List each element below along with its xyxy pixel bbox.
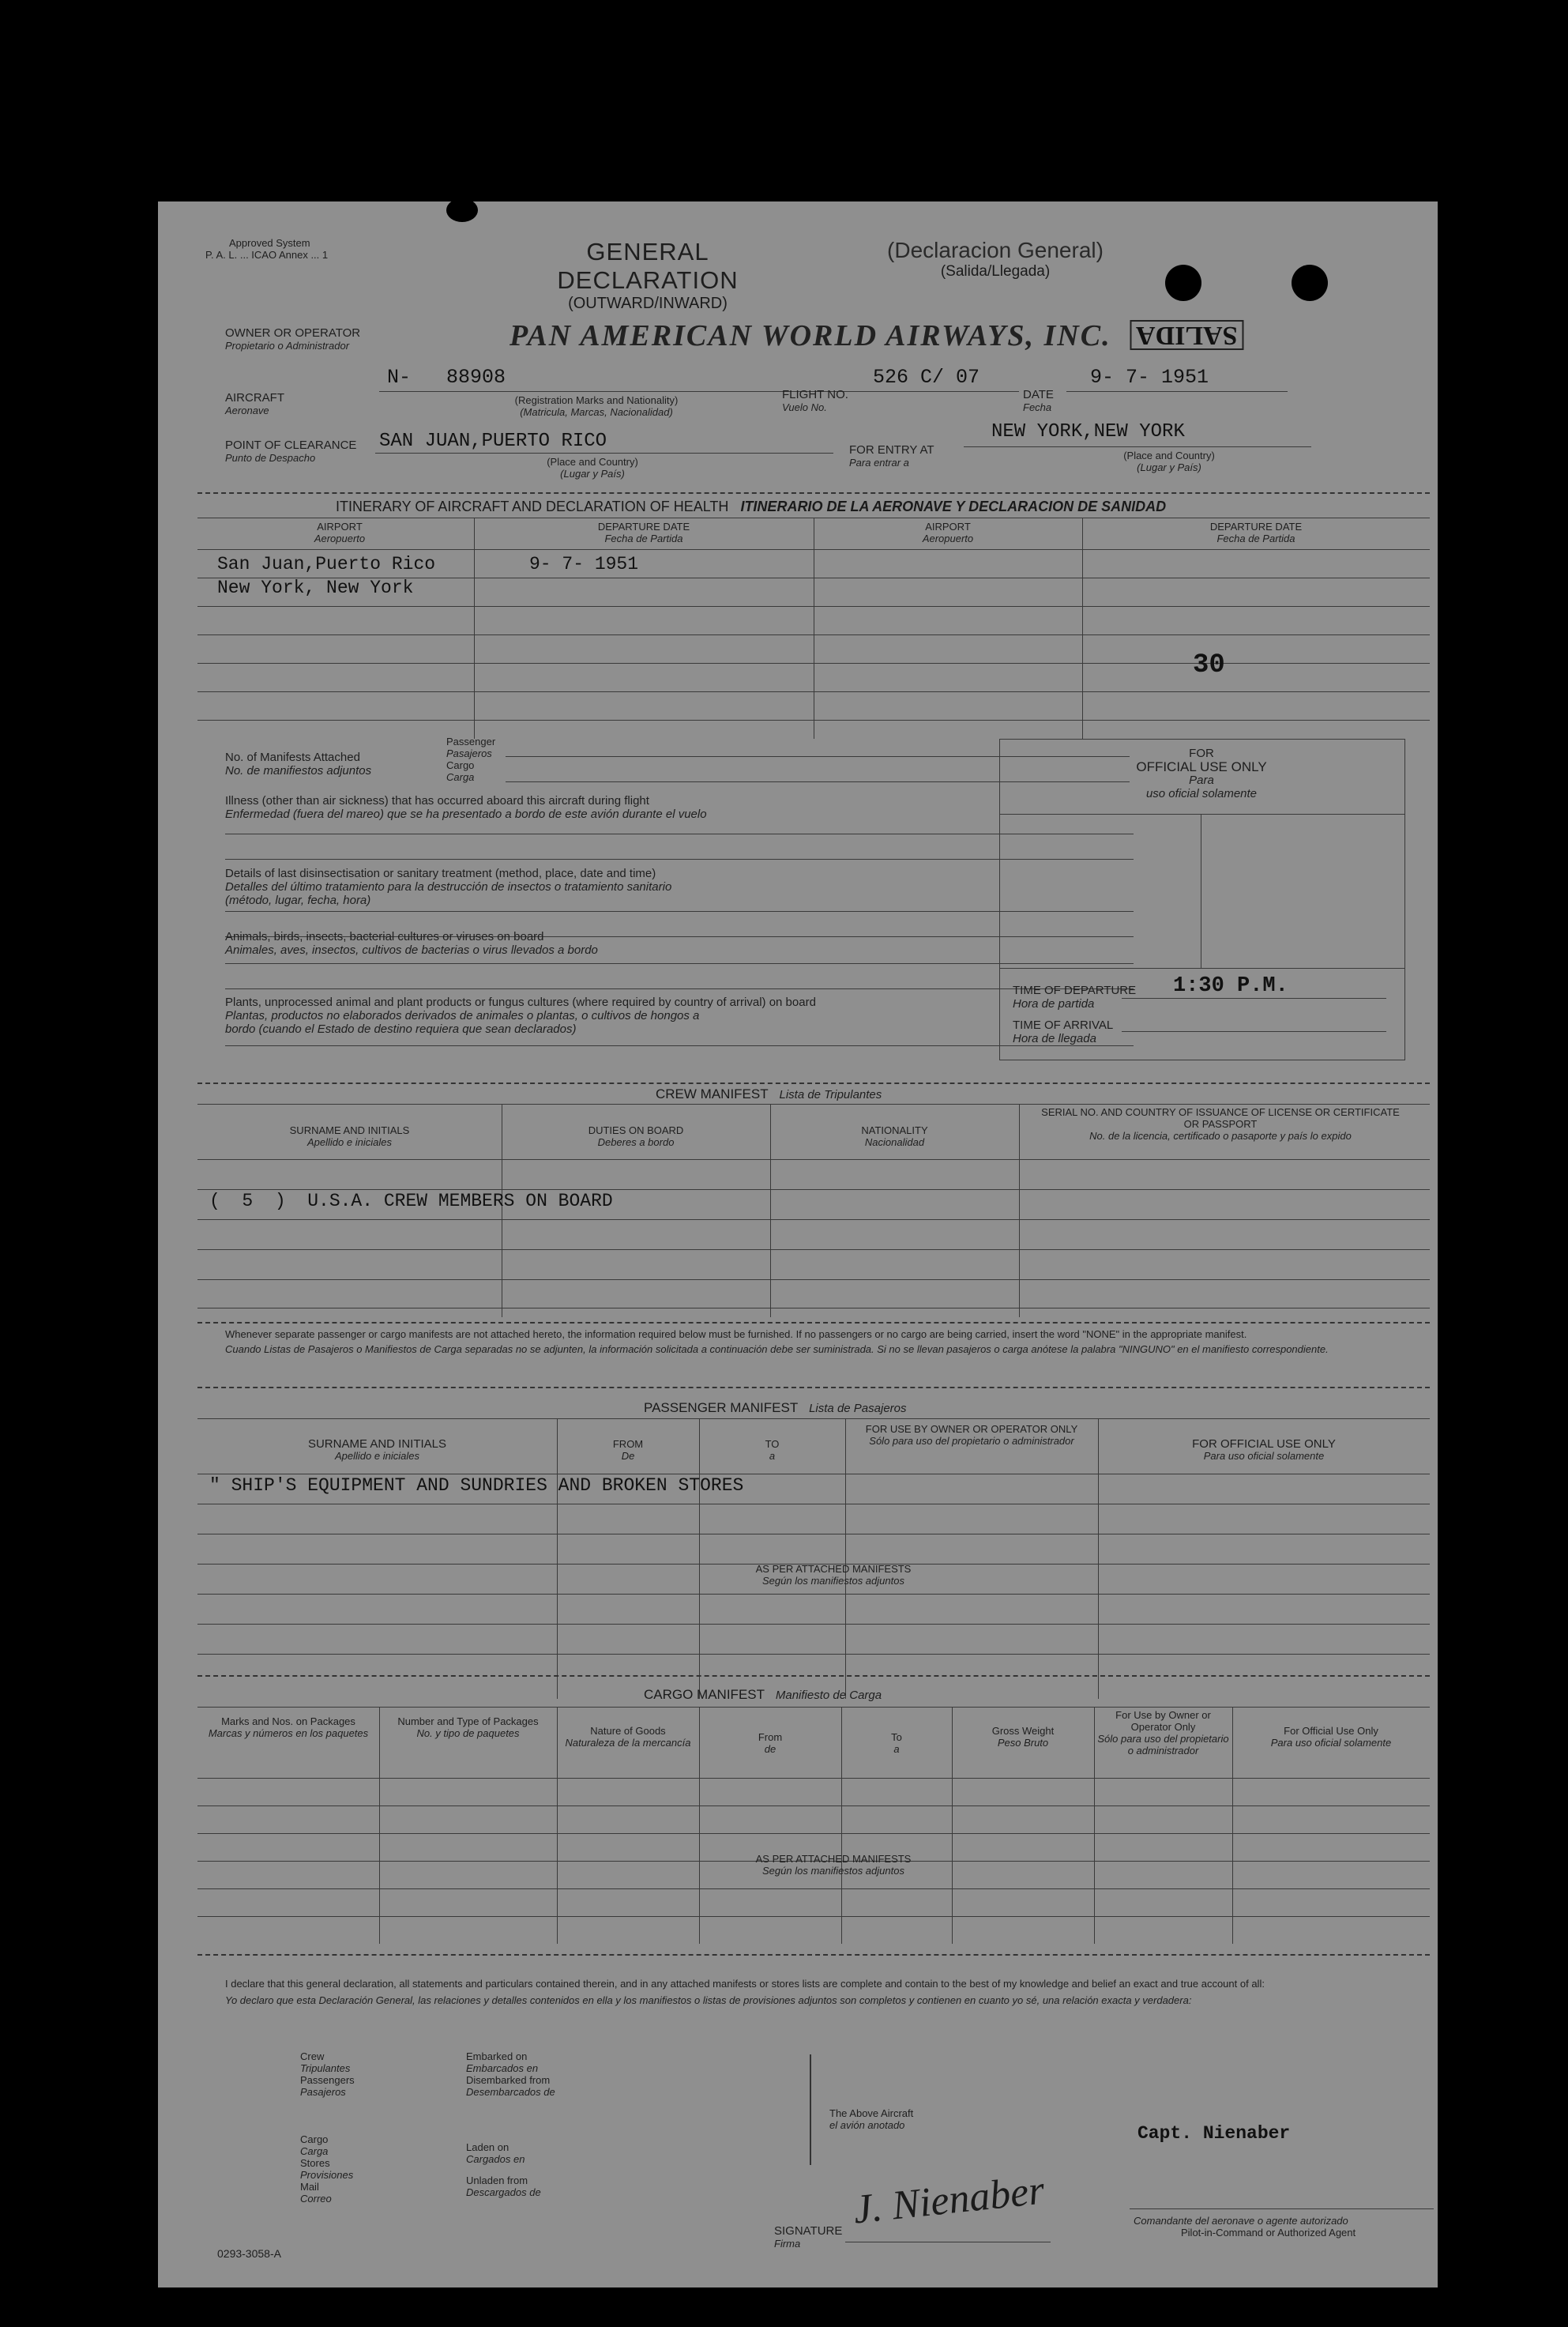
clearance-value: SAN JUAN,PUERTO RICO <box>379 431 607 452</box>
plants-label: Plants, unprocessed animal and plant products or fungus cultures (where required by country of arrival) on board Plantas, productos no elaborados derivados de animales o plantas, o cultivos de hongos a bordo (cuando el Estado de destino requiera que sean declarados) <box>225 996 816 1036</box>
crew-title: CREW MANIFEST Lista de Tripulantes <box>656 1086 882 1101</box>
form-direction: (OUTWARD/INWARD) <box>568 295 728 312</box>
entry-value: NEW YORK,NEW YORK <box>991 421 1185 442</box>
entry-label: FOR ENTRY AT Para entrar a <box>849 443 934 469</box>
approval-note: Approved System P. A. L. ... ICAO Annex ... 1 <box>205 237 329 261</box>
declaration-text: I declare that this general declaration, all statements and particulars contained therein, and in any attached manifests or stores lists are complete and contain to the best of my knowledge and belief an exact and true account of all: Yo declaro que esta Declaración General, las relaciones y detalles contenidos en ella y los manifiestos o listas de provisiones adjuntos son completos y contienen en cuanto yo sé, una relación exacta y verdadera: <box>225 1978 1265 2006</box>
crew-entry: ( 5 ) U.S.A. CREW MEMBERS ON BOARD <box>209 1191 613 1211</box>
punch-hole-1 <box>1165 265 1201 301</box>
general-declaration-form: Approved System P. A. L. ... ICAO Annex ... 1 GENERAL DECLARATION (OUTWARD/INWARD) (Declaracion General) (Salida/Llegada) SALIDA OWNER OR OPERATOR Propietario o Administrador PAN AMERICAN WORLD AIRWAYS, INC. AIRCRAFT Aeronave N- 88908 (Registration Marks and Nationality) (Matricula, Marcas, Nacionalidad) FLIGHT NO. Vuelo No. 526 C/ 07 DATE Fecha 9- 7- 1951 POINT OF CLEARANCE Punto de Despacho SAN JUAN,PUERTO RICO (Place and Country) (Lugar y País) FOR ENTRY AT Para entrar a NEW YORK,NEW YORK (Place and Country) (Lugar y País) ITINERARY OF AIRCRAFT AND DECLARATION OF HEALTH ITINERARIO DE LA AERONAVE Y DECLARACION DE SANIDAD AIRPORT Aeropuerto DEPARTURE DATE Fecha de Partida AIRPORT Aeropuerto DEPARTURE DATE Fecha de Partida San Juan,Puerto Rico 9- 7- 1951 New York, New York 30 No. of Manifests Attached No. de manifiestos adjuntos Passenger Pasajeros Cargo Carga Illness (other than air sickness) that has occurred aboard this aircraft during flight Enfermedad (fuera del mareo) que se ha presentado a bordo de este avión durante el vuelo Details of last disinsectisation or sanitary treatment (method, place, date and time) Detalles del último tratamiento para la destrucción de insectos o tratamiento sanitario (método, lugar, fecha, hora) Animals, birds, insects, bacterial cultures or viruses on board Animales, aves, insectos, cultivos de bacterias o virus llevados a bordo Plants, unprocessed animal and plant products or fungus cultures (where required by country of arrival) on board Plantas, productos no elaborados derivados de animales o plantas, o cultivos de hongos a bordo (cuando el Estado de destino requiera que sean declarados) FOR OFFICIAL USE ONLY Para uso oficial solamente TIME OF DEPARTURE Hora de partida 1:30 P.M. TIME OF ARRIVAL Hora de llegada CREW MANIFEST Lista de Tripulantes SURNAME AND INITIALS Apellido e iniciales DUTIES ON BOARD Deberes a bordo NATIONALITY Nacionalidad SERIAL NO. AND COUNTRY OF ISSUANCE OF LICENSE OR CERTIFICATE OR PASSPORT No. de la licencia, certificado o pasaporte y país lo expido ( 5 ) U.S.A. CREW MEMBERS ON BOARD Whenever separate passenger or cargo manifests are not attached hereto, the information required below must be furnished. If no passengers or no cargo are being carried, insert the word "NONE" in the appropriate manifest. Cuando Listas de Pasajeros o Manifiestos de Carga separadas no se adjunten, la información solicitada a continuación debe ser suministrada. Si no se llevan pasajeros o carga anótese la palabra "NINGUNO" en el manifiesto correspondiente. PASSENGER MANIFEST Lista de Pasajeros SURNAME AND INITIALS Apellido e iniciales FROM De TO a FOR USE BY OWNER OR OPERATOR ONLY Sólo para uso del propietario o administrador FOR OFFICIAL USE ONLY Para uso oficial solamente " SHIP'S EQUIPMENT AND SUNDRIES AND BROKEN STORES AS PER ATTACHED MANIFESTS Según los manifiestos adjuntos CARGO MANIFEST Manifiesto de Carga Marks and Nos. on Packages Marcas y números en los paquetes Number and Type of Packages No. y tipo de paquetes Nature of Goods Naturaleza de la mercancía From de To a Gross Weight Peso Bruto For Use by Owner or Operator Only Sólo para uso del propietario o administrador For Official Use Only Para uso oficial solamente AS PER ATTACHED MANIFESTS Según los manifiestos adjuntos I declare that this general declaration, all statements and particulars contained therein, and in any attached manifests or stores lists are complete and contain to the best of my knowledge and belief an exact and true account of all: Yo declaro que esta Declaración General, las relaciones y detalles contenidos en ella y los manifiestos o listas de provisiones adjuntos son completos y contienen en cuanto yo sé, una relación exacta y verdadera: Crew Tripulantes Passengers Pasajeros Embarked on Embarcados en Disembarked from Desembarcados de Cargo Carga Stores Provisiones Mail Correo Laden on Cargados en Unladen from Descargados de The Above Aircraft el avión anotado Capt. Nienaber SIGNATURE Firma J. Nienaber Comandante del aeronave o agente autorizado Pilot-in-Command or Authorized Agent 0293-3058-A <box>158 201 1438 2287</box>
passenger-entry: " SHIP'S EQUIPMENT AND SUNDRIES AND BROKEN STORES <box>209 1475 744 1496</box>
aircraft-value: N- 88908 <box>387 366 506 389</box>
punch-hole-2 <box>1292 265 1328 301</box>
cargo-title: CARGO MANIFEST Manifiesto de Carga <box>644 1687 882 1702</box>
flight-value: 526 C/ 07 <box>873 366 980 389</box>
captain-name: Capt. Nienaber <box>1137 2123 1291 2144</box>
commander-label: Comandante del aeronave o agente autorizado Pilot-in-Command or Authorized Agent <box>1134 2215 1356 2239</box>
disinsect-label: Details of last disinsectisation or sanitary treatment (method, place, date and time) Detalles del último tratamiento para la destrucción de insectos o tratamiento sanitario (método, lugar, fecha, hora) <box>225 867 672 907</box>
date-label: DATE Fecha <box>1023 388 1054 413</box>
arrival-time-label: TIME OF ARRIVAL Hora de llegada <box>1013 1019 1114 1045</box>
itinerary-number: 30 <box>1193 650 1225 680</box>
itinerary-airport-1: San Juan,Puerto Rico <box>217 554 436 574</box>
declaration-persons: Crew Tripulantes Passengers Pasajeros <box>300 2050 355 2098</box>
salida-stamp: SALIDA <box>1130 320 1243 350</box>
aircraft-label: AIRCRAFT Aeronave <box>225 391 284 416</box>
flight-label: FLIGHT NO. Vuelo No. <box>782 388 848 413</box>
form-number: 0293-3058-A <box>217 2247 281 2260</box>
animals-label: Animals, birds, insects, bacterial cultures or viruses on board Animales, aves, insectos, cultivos de bacterias o virus llevados a bordo <box>225 930 598 957</box>
declaration-embark: Embarked on Embarcados en Disembarked from Desembarcados de <box>466 2050 555 2098</box>
declaration-goods: Cargo Carga Stores Provisiones Mail Correo <box>300 2133 354 2205</box>
signature-label: SIGNATURE Firma <box>774 2224 843 2250</box>
passenger-title: PASSENGER MANIFEST Lista de Pasajeros <box>644 1400 907 1415</box>
clearance-label: POINT OF CLEARANCE Punto de Despacho <box>225 439 357 464</box>
form-title-es: (Declaracion General) <box>887 238 1104 262</box>
form-direction-es: (Salida/Llegada) <box>940 263 1051 280</box>
declaration-laden: Laden on Cargados en Unladen from Descargados de <box>466 2141 541 2198</box>
date-value: 9- 7- 1951 <box>1090 366 1209 389</box>
cargo-attached-note: AS PER ATTACHED MANIFESTS Según los manifiestos adjuntos <box>755 1853 912 1877</box>
manifests-label: No. of Manifests Attached No. de manifiestos adjuntos <box>225 751 372 778</box>
itinerary-title: ITINERARY OF AIRCRAFT AND DECLARATION OF HEALTH ITINERARIO DE LA AERONAVE Y DECLARACION DE SANIDAD <box>336 499 1167 514</box>
official-use-title: FOR OFFICIAL USE ONLY Para uso oficial solamente <box>1136 747 1267 800</box>
owner-value: PAN AMERICAN WORLD AIRWAYS, INC. <box>510 319 1111 352</box>
manifest-types: Passenger Pasajeros Cargo Carga <box>446 736 496 783</box>
departure-time-label: TIME OF DEPARTURE Hora de partida <box>1013 984 1137 1011</box>
departure-time-value: 1:30 P.M. <box>1173 974 1288 998</box>
form-title: GENERAL DECLARATION <box>557 238 739 294</box>
passenger-attached-note: AS PER ATTACHED MANIFESTS Según los manifiestos adjuntos <box>755 1563 912 1587</box>
itinerary-date-1: 9- 7- 1951 <box>529 554 639 574</box>
manifest-notice: Whenever separate passenger or cargo manifests are not attached hereto, the information required below must be furnished. If no passengers or no cargo are being carried, insert the word "NONE" in the appropriate manifest. Cuando Listas de Pasajeros o Manifiestos de Carga separadas no se adjunten, la información solicitada a continuación debe ser suministrada. Si no se llevan pasajeros o carga anótese la palabra "NINGUNO" en el manifiesto correspondiente. <box>225 1328 1329 1355</box>
illness-label: Illness (other than air sickness) that has occurred aboard this aircraft during flight Enfermedad (fuera del mareo) que se ha presentado a bordo de este avión durante el vuelo <box>225 794 707 821</box>
above-aircraft: The Above Aircraft el avión anotado <box>829 2107 914 2131</box>
signature: J. Nienaber <box>851 2167 1047 2233</box>
itinerary-airport-2: New York, New York <box>217 578 414 598</box>
punch-hole-left <box>446 198 478 222</box>
owner-label: OWNER OR OPERATOR Propietario o Administrador <box>225 326 361 352</box>
